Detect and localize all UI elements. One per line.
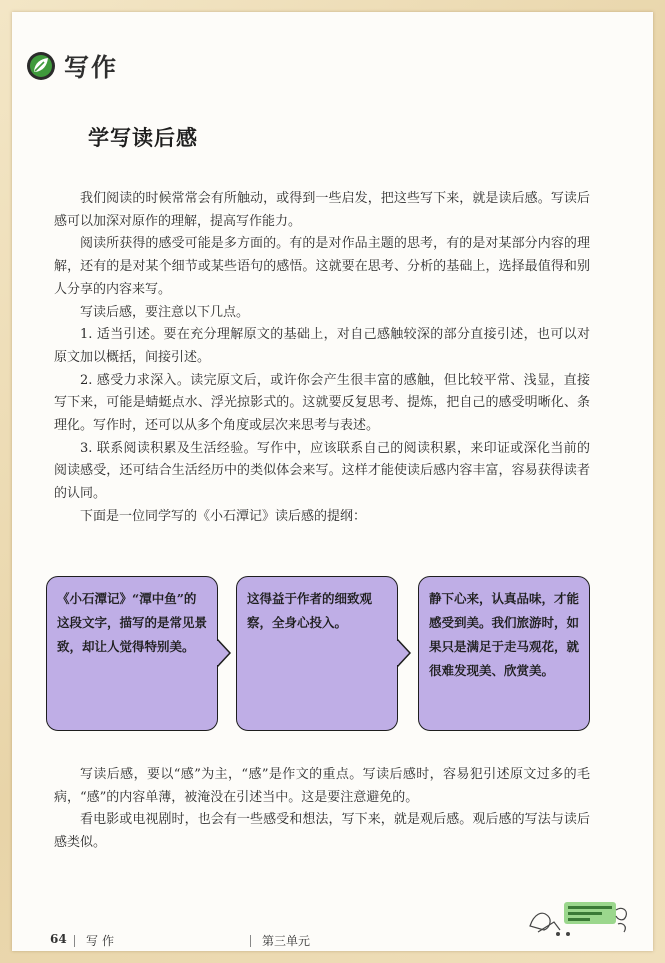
paragraph: 2. 感受力求深入。读完原文后，或许你会产生很丰富的感触，但比较平常、浅显，直接写下来，可能是蜻蜓点水、浮光掠影式的。这就要反复思考、提炼，把自己的感受明晰化、条理化。写作时，还可以从多个角度或层次来思考与表述。 (54, 372, 590, 434)
body-text (54, 188, 590, 529)
textbook-page (12, 12, 653, 951)
footer-section: 写作 (86, 934, 119, 948)
watermark-logo-icon (524, 896, 632, 940)
paragraph: 看电影或电视剧时，也会有一些感受和想法，写下来，就是观后感。观后感的写法与读后感类似。 (54, 812, 590, 851)
section-title: 写作 (64, 53, 119, 82)
footer-unit: 第三单元 (262, 934, 311, 948)
arrow-right-icon (217, 639, 231, 667)
footer-divider (74, 935, 75, 947)
arrow-right-icon (397, 639, 411, 667)
paragraph: 阅读所获得的感受可能是多方面的。有的是对作品主题的思考，有的是对某部分内容的理解，还有的是对某个细节或某些语句的感悟。这就要在思考、分析的基础上，选择最值得和别人分享的内容来写。 (54, 236, 590, 297)
closing-text (54, 764, 590, 855)
page-number: 64 (50, 932, 67, 946)
footer-divider (250, 935, 251, 947)
paragraph: 1. 适当引述。要在充分理解原文的基础上，对自己感触较深的部分直接引述，也可以对原文加以概括，间接引述。 (54, 327, 590, 365)
section-header (26, 46, 118, 86)
paragraph: 下面是一位同学写的《小石潭记》读后感的提纲： (80, 508, 367, 524)
outline-diagram (46, 576, 596, 748)
outline-box: 这得益于作者的细致观察，全身心投入。 (236, 576, 398, 731)
paragraph: 写读后感，要注意以下几点。 (80, 304, 250, 320)
paragraph: 我们阅读的时候常常会有所触动，或得到一些启发，把这些写下来，就是读后感。写读后感可以加深对原作的理解，提高写作能力。 (54, 191, 590, 229)
leaf-circle-icon (26, 51, 56, 81)
paragraph: 写读后感，要以“感”为主，“感”是作文的重点。写读后感时，容易犯引述原文过多的毛病，“感”的内容单薄，被淹没在引述当中。这是要注意避免的。 (54, 767, 590, 805)
outline-box: 《小石潭记》“潭中鱼”的这段文字，描写的是常见景致，却让人觉得特别美。 (46, 576, 218, 731)
outline-box: 静下心来，认真品味，才能感受到美。我们旅游时，如果只是满足于走马观花，就很难发现美、欣赏美。 (418, 576, 590, 731)
lesson-title: 学写读后感 (88, 125, 198, 150)
paragraph: 3. 联系阅读积累及生活经验。写作中，应该联系自己的阅读积累，来印证或深化当前的阅读感受，还可结合生活经历中的类似体会来写。这样才能使读后感内容丰富，容易获得读者的认同。 (54, 440, 590, 502)
